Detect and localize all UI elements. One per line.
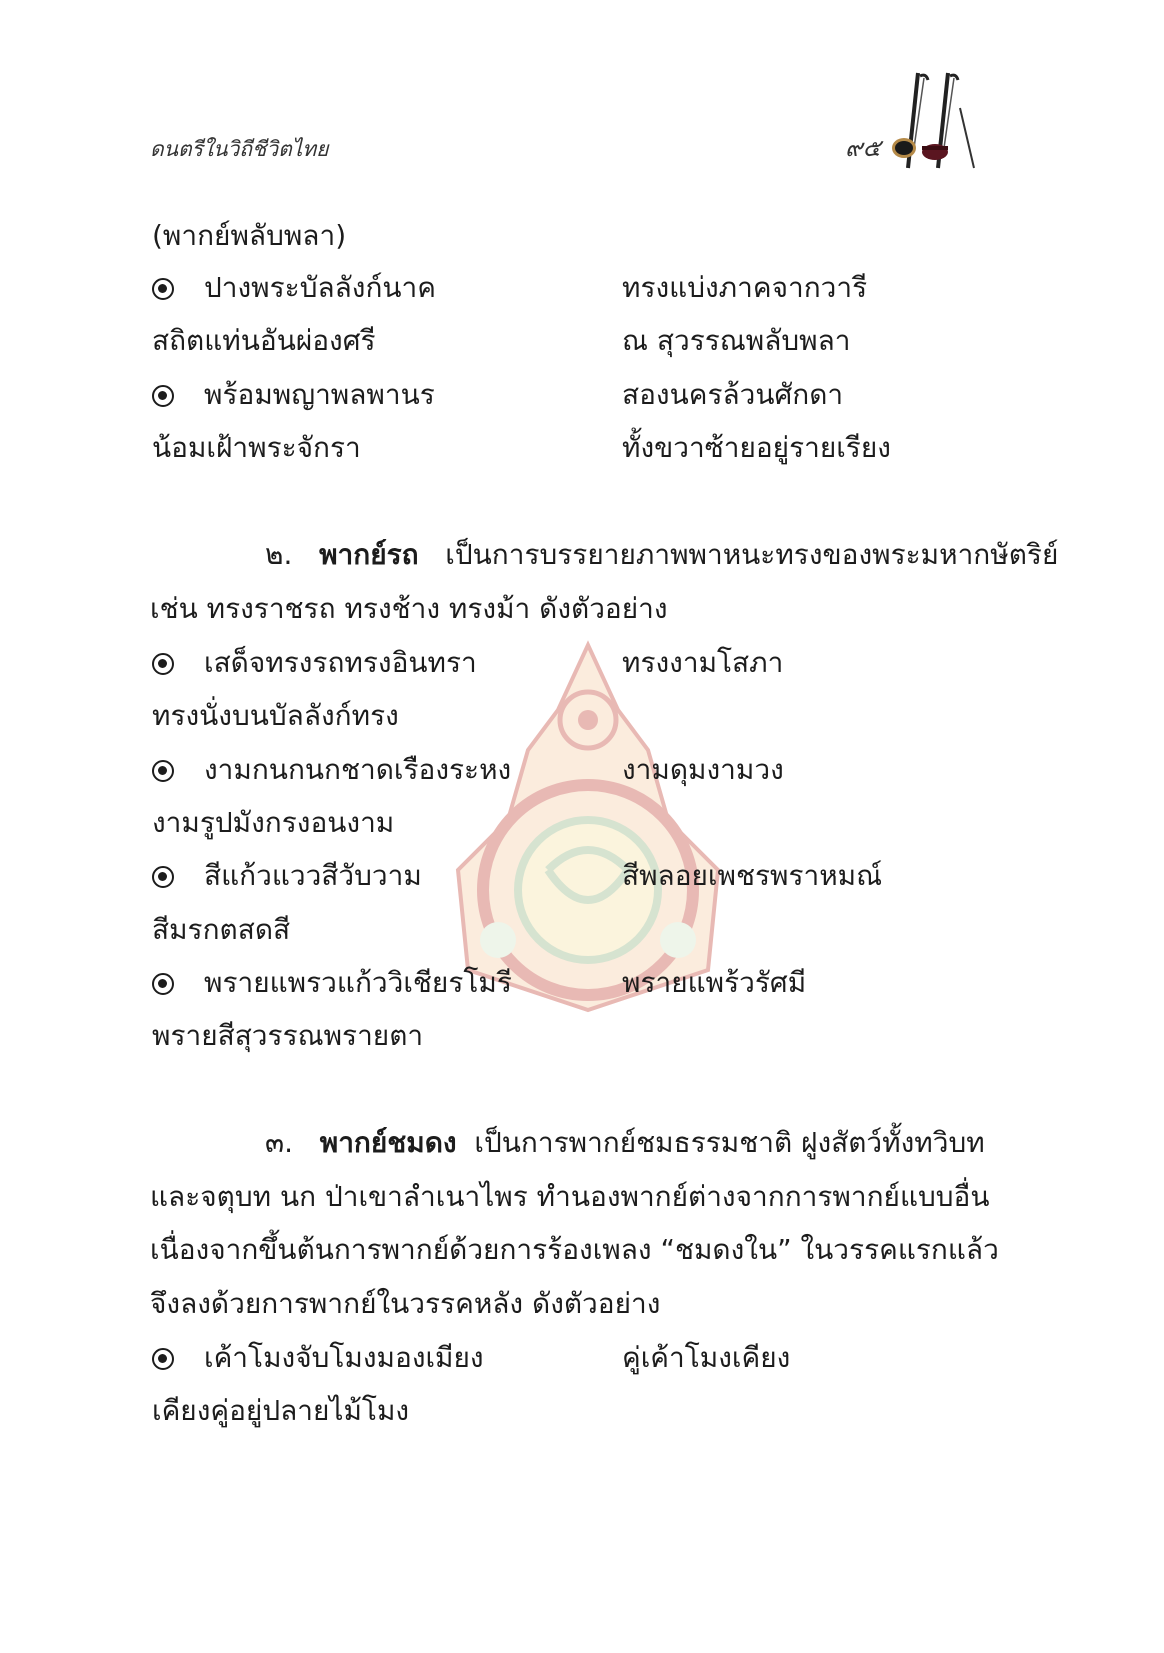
- intro-text: เนื่องจากขึ้นต้นการพากย์ด้วยการร้องเพลง “ชมดงใน” ในวรรคแรกแล้ว: [150, 1233, 999, 1266]
- verse-continuation: พรายสีสุวรรณพรายตา: [152, 1019, 424, 1052]
- verse-right: งามดุมงามวง: [622, 753, 784, 786]
- verse-continuation: สีมรกตสดสี: [152, 913, 291, 946]
- verse-continuation: ทรงนั่งบนบัลลังก์ทรง: [152, 699, 399, 732]
- running-header-title: ดนตรีในวิถีชีวิตไทย: [150, 137, 329, 161]
- verse-continuation-right: ณ สุวรรณพลับพลา: [622, 324, 851, 357]
- verse-right: ทรงแบ่งภาคจากวารี: [622, 271, 868, 304]
- intro-text: เป็นการพากย์ชมธรรมชาติ ฝูงสัตว์ทั้งทวิบท: [474, 1126, 985, 1159]
- verse-continuation: งามรูปมังกรงอนงาม: [152, 806, 395, 839]
- verse-right: สีพลอยเพชรพราหมณ์: [622, 859, 883, 892]
- intro-text: และจตุบท นก ป่าเขาลำเนาไพร ทำนองพากย์ต่างจากการพากย์แบบอื่น: [150, 1180, 990, 1213]
- verse-right: สองนครล้วนศักดา: [622, 378, 844, 411]
- thai-fiddle-instruments-icon: [890, 68, 1010, 188]
- bullet-icon: [152, 866, 174, 888]
- ministry-emblem-watermark: [438, 640, 738, 1020]
- verse-line: เค้าโมงจับโมงมองเมียง: [152, 1340, 484, 1376]
- intro-text: เป็นการบรรยายภาพพาหนะทรงของพระมหากษัตริย์: [445, 538, 1059, 571]
- bullet-icon: [152, 278, 174, 300]
- section-number: ๒.: [265, 538, 293, 571]
- bullet-icon: [152, 653, 174, 675]
- section-heading-palabpla: (พากย์พลับพลา): [152, 219, 347, 252]
- section-title: พากย์ชมดง: [319, 1126, 457, 1159]
- section-number: ๓.: [265, 1126, 294, 1159]
- bullet-icon: [152, 1348, 174, 1370]
- verse-continuation: น้อมเฝ้าพระจักรา: [152, 431, 361, 464]
- verse-right: คู่เค้าโมงเคียง: [622, 1341, 791, 1374]
- verse-continuation-right: ทั้งขวาซ้ายอยู่รายเรียง: [622, 431, 891, 464]
- verse-right: พรายแพร้วรัศมี: [622, 966, 807, 999]
- verse-continuation: เคียงคู่อยู่ปลายไม้โมง: [152, 1394, 410, 1427]
- verse-line: สีแก้วแววสีวับวาม: [152, 858, 422, 894]
- bullet-icon: [152, 385, 174, 407]
- verse-continuation: สถิตแท่นอันผ่องศรี: [152, 324, 376, 357]
- verse-line: พรายแพรวแก้ววิเชียรโมรี: [152, 965, 512, 1001]
- bullet-icon: [152, 973, 174, 995]
- page-number: ๙๕: [845, 134, 881, 162]
- intro-text: เช่น ทรงราชรถ ทรงช้าง ทรงม้า ดังตัวอย่าง: [150, 592, 668, 625]
- bullet-icon: [152, 760, 174, 782]
- verse-line: พร้อมพญาพลพานร: [152, 377, 435, 413]
- verse-line: ปางพระบัลลังก์นาค: [152, 270, 436, 306]
- verse-line: เสด็จทรงรถทรงอินทรา: [152, 645, 477, 681]
- intro-text: จึงลงด้วยการพากย์ในวรรคหลัง ดังตัวอย่าง: [150, 1287, 661, 1320]
- verse-line: งามกนกนกชาดเรืองระหง: [152, 752, 511, 788]
- verse-right: ทรงงามโสภา: [622, 646, 784, 679]
- section-title: พากย์รถ: [319, 538, 419, 571]
